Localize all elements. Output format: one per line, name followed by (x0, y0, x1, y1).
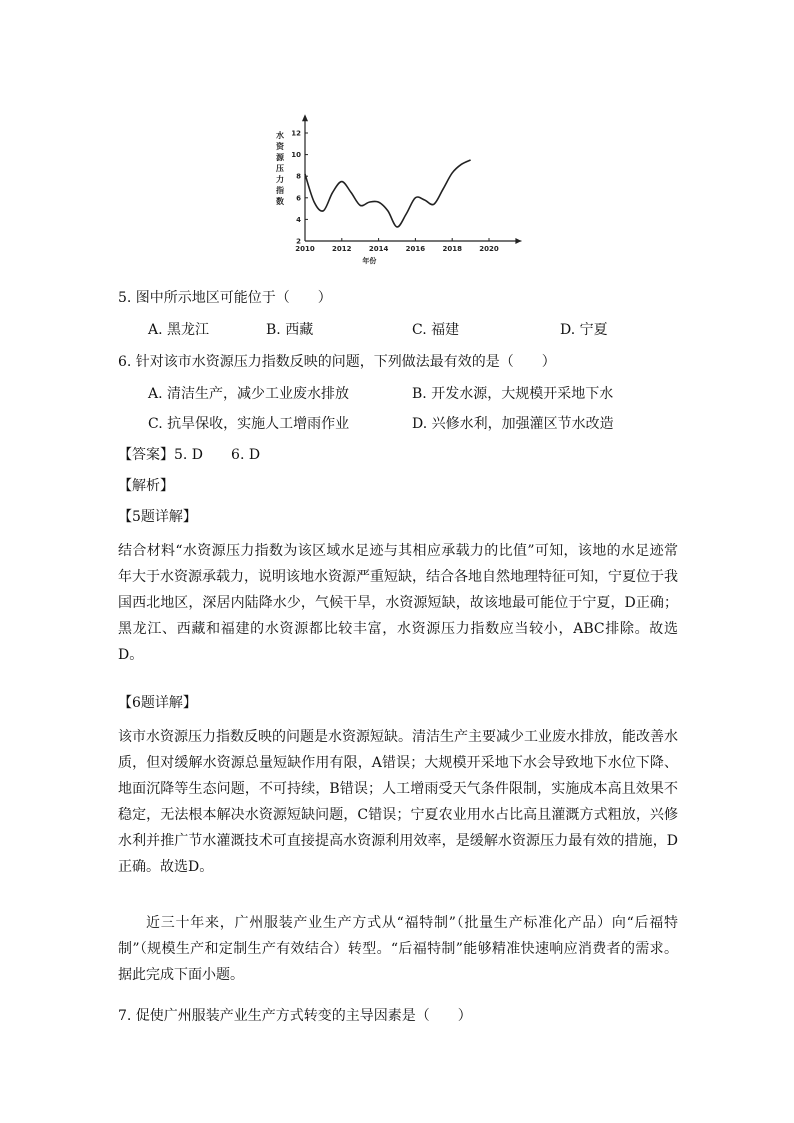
answer-line: 【答案】5. D 6. D (118, 447, 261, 463)
q6-detail-text: 该市水资源压力指数反映的问题是水资源短缺。清洁生产主要减少工业废水排放，能改善水质，但对缓解水资源总量短缺作用有限，A错误；大规模开采地下水会导致地下水位下降、地面沉降等生态问题，不可持续，B错误；人工增雨受天气条件限制，实施成本高且效果不稳定，无法根本解决水资源短缺问题，C错误；宁夏农业用水占比高且灌溉方式粗放，兴修水利并推广节水灌溉技术可直接提高水资源利用效率，是缓解水资源压力最有效的措施，D正确。故选D。 (118, 729, 678, 875)
q5-option-d: D. 宁夏 (560, 322, 608, 338)
q6-option-b: B. 开发水源，大规模开采地下水 (412, 386, 614, 402)
q6-option-c: C. 抗旱保收，实施人工增雨作业 (148, 416, 350, 432)
y-tick-label: 6 (296, 194, 301, 203)
q5-option-a: A. 黑龙江 (148, 322, 210, 338)
y-axis-arrow (302, 114, 308, 121)
water-pressure-line-chart (272, 104, 522, 276)
y-tick-label: 4 (296, 215, 301, 224)
x-axis-label: 年份 (362, 257, 377, 265)
y-tick-label: 2 (296, 237, 301, 246)
analysis-heading: 【解析】 (118, 478, 174, 494)
x-axis-arrow (515, 238, 521, 244)
q6-detail-heading: 【6题详解】 (118, 695, 197, 711)
x-tick-label: 2016 (405, 245, 426, 253)
q6-option-a: A. 清洁生产，减少工业废水排放 (148, 386, 350, 402)
y-tick-label: 10 (291, 151, 301, 160)
q6-option-d: D. 兴修水利，加强灌区节水改造 (412, 416, 614, 432)
question-7-stem: 7. 促使广州服装产业生产方式转变的主导因素是（ ） (118, 1008, 472, 1024)
y-tick-label: 12 (291, 129, 301, 138)
q5-option-b: B. 西藏 (266, 322, 314, 338)
x-tick-label: 2014 (368, 245, 389, 253)
x-tick-label: 2018 (442, 245, 462, 253)
q5-detail-text: 结合材料“水资源压力指数为该区域水足迹与其相应承载力的比值”可知，该地的水足迹常年大于水资源承载力，说明该地水资源严重短缺，结合各地自然地理特征可知，宁夏位于我国西北地区，深居内陆降水少，气候干旱，水资源短缺，故该地最可能位于宁夏，D正确；黑龙江、西藏和福建的水资源都比较丰富，水资源压力指数应当较小，ABC排除。故选D。 (118, 543, 678, 663)
chart-y-axis-label: 水资源压力指数 (276, 131, 284, 206)
y-tick-label: 8 (296, 172, 301, 181)
x-tick-label: 2020 (479, 245, 499, 253)
material-paragraph: 近三十年来，广州服装产业生产方式从“福特制”（批量生产标准化产品）向“后福特制”（规模生产和定制生产有效结合）转型。“后福特制”能够精准快速响应消费者的需求。据此完成下面小题。 (118, 915, 678, 983)
q5-detail-heading: 【5题详解】 (118, 509, 197, 525)
q5-option-c: C. 福建 (412, 322, 460, 338)
question-6-stem: 6. 针对该市水资源压力指数反映的问题，下列做法最有效的是（ ） (118, 354, 556, 370)
question-5-stem: 5. 图中所示地区可能位于（ ） (118, 290, 332, 306)
series-line (305, 160, 471, 227)
x-tick-label: 2012 (332, 245, 352, 253)
x-tick-label: 2010 (295, 245, 315, 253)
